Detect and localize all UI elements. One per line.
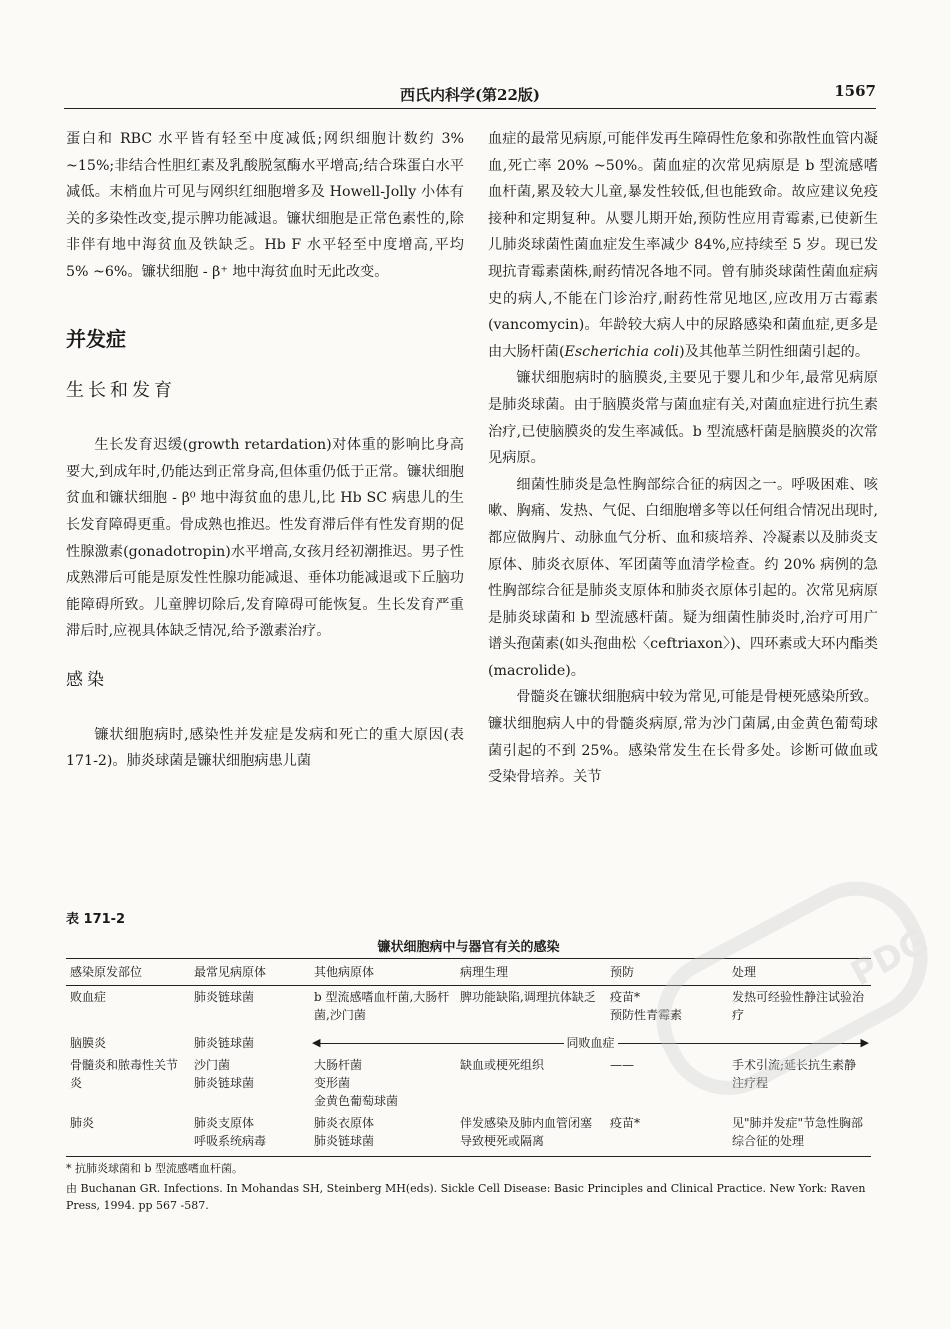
col-header: 最常见病原体: [190, 959, 310, 986]
bacteremia-text: 血症的最常见病原,可能伴发再生障碍性危象和弥散性血管内凝血,死亡率 20% ~50%。菌血症的次常见病原是 b 型流感嗜血杆菌,累及较大儿童,暴发性较低,但也能致命。故应建议免疫接种和定期复种。从婴儿期开始,预防性应用青霉素,已使新生儿肺炎球菌性菌血症发生率减少 84%,应持续至 5 岁。现已发现抗青霉素菌株,耐药情况各地不同。曾有肺炎球菌性菌血症病史的病人,不能在门诊治疗,耐药性常见地区,应改用万古霉素(vancomycin)。年龄较大病人中的尿路感染和菌血症,更多是由大肠杆菌(: [488, 131, 878, 360]
page-number: 1567: [834, 82, 876, 100]
paragraph-pneumonia: 细菌性肺炎是急性胸部综合征的病因之一。呼吸困难、咳嗽、胸痛、发热、气促、白细胞增多等以任何组合情况出现时,都应做胸片、动脉血气分析、血和痰培养、冷凝素以及肺炎支原体、肺炎衣原体、军团菌等血清学检查。约 20% 病例的急性胸部综合征是肺炎支原体和肺炎衣原体引起的。次常见病原是肺炎球菌和 b 型流感杆菌。疑为细菌性肺炎时,治疗可用广谱头孢菌素(如头孢曲松〈ceftriaxon〉)、四环素或大环内酯类(macrolide)。: [488, 476, 878, 679]
cell: [310, 1054, 456, 1112]
cell-line: 疫苗*: [610, 990, 641, 1004]
book-title: 西氏内科学(第22版): [399, 86, 541, 104]
heading-complications: 并发症: [66, 326, 126, 351]
cell: 伴发感染及肺内血管闭塞导致梗死或隔离: [456, 1112, 606, 1157]
cell-line: 肺炎链球菌: [194, 1076, 255, 1090]
cell-line: 沙门菌: [194, 1058, 231, 1072]
cell-line: 呼吸系统病毒: [194, 1134, 267, 1148]
paragraph-lab-findings: 蛋白和 RBC 水平皆有轻至中度减低;网织细胞计数约 3% ~15%;非结合性胆红素及乳酸脱氢酶水平增高;结合珠蛋白水平减低。末梢血片可见与网织红细胞增多及 Howell-Jolly 小体有关的多染性改变,提示脾功能减退。镰状细胞是正常色素性的,除非伴有地中海贫血及铁缺乏。Hb F 水平轻至中度增高,平均 5% ~6%。镰状细胞 - β⁺ 地中海贫血时无此改变。: [66, 131, 464, 280]
paragraph-meningitis: 镰状细胞病时的脑膜炎,主要见于婴儿和少年,最常见病原是肺炎球菌。由于脑膜炎常与菌血症有关,对菌血症进行抗生素治疗,已使脑膜炎的发生率减低。b 型流感杆菌是脑膜炎的次常见病原。: [488, 370, 878, 467]
col-header: 处理: [728, 959, 871, 986]
paragraph-osteomyelitis: 骨髓炎在镰状细胞病中较为常见,可能是骨梗死感染所致。镰状细胞病人中的骨髓炎病原,常为沙门菌属,由金黄色葡萄球菌引起的不到 25%。感染常发生在长骨多处。诊断可做血或受染骨培养。关节: [488, 689, 878, 786]
right-column: [488, 126, 878, 791]
col-header: 其他病原体: [310, 959, 456, 986]
cell-line: 金黄色葡萄球菌: [314, 1094, 399, 1108]
paragraph-infection: 镰状细胞病时,感染性并发症是发病和死亡的重大原因(表171-2)。肺炎球菌是镰状细胞病患儿菌: [66, 726, 464, 770]
col-header: 感染原发部位: [66, 959, 190, 986]
cell: 手术引流;延长抗生素静注疗程: [732, 1058, 857, 1090]
cell: [190, 1112, 310, 1157]
cell: 败血症: [70, 990, 107, 1004]
watermark-stamp: [640, 880, 940, 1110]
running-header: [64, 82, 876, 109]
cell-line: 预防性青霉素: [610, 1008, 683, 1022]
footnote-asterisk: * 抗肺炎球菌和 b 型流感嗜血杆菌。: [66, 1162, 244, 1175]
col-header: 预防: [606, 959, 728, 986]
cell: 发热可经验性静注试验治疗: [732, 990, 865, 1022]
stamp-text: PDG: [844, 921, 935, 995]
cell: 脑膜炎: [70, 1036, 107, 1050]
species-name: Escherichia coli: [564, 343, 680, 360]
span-label: 同败血症: [563, 1034, 617, 1052]
table-caption: 镰状细胞病中与器官有关的感染: [377, 940, 560, 955]
cell-line: 肺炎衣原体: [314, 1116, 375, 1130]
paragraph-bacteremia: [488, 126, 878, 365]
cell: [310, 1112, 456, 1157]
cell: ——: [610, 1058, 634, 1072]
cell: [190, 1054, 310, 1112]
cell: 疫苗*: [606, 1112, 728, 1157]
cell: 见"肺并发症"节急性胸部综合征的处理: [728, 1112, 871, 1157]
cell-line: 肺炎支原体: [194, 1116, 255, 1130]
heading-growth: 生长和发育: [66, 379, 176, 401]
paragraph-growth: 生长发育迟缓(growth retardation)对体重的影响比身高要大,到成年时,仍能达到正常身高,但体重仍低于正常。镰状细胞贫血和镰状细胞 - β⁰ 地中海贫血的患儿,比 Hb SC 病患儿的生长发育障碍更重。骨成熟也推迟。性发育滞后伴有性发育期的促性腺激素(gonadotropin)水平增高,女孩月经初潮推迟。男子性成熟滞后可能是原发性性腺功能减退、垂体功能减退或下丘脑功能障碍所致。儿童脾切除后,发育障碍可能恢复。生长发育严重滞后时,应视具体缺乏情况,给予激素治疗。: [66, 437, 464, 640]
arrow-right-icon: ▶: [860, 1036, 869, 1049]
arrow-left-icon: ◀: [312, 1036, 321, 1049]
table-row: [66, 1112, 871, 1157]
cell: 骨髓炎和脓毒性关节炎: [70, 1058, 179, 1090]
cell: 脾功能缺陷,调理抗体缺乏: [460, 990, 596, 1004]
cell-line: 大肠杆菌: [314, 1058, 363, 1072]
cell: 肺炎: [66, 1112, 190, 1157]
cell: 肺炎链球菌: [194, 1036, 255, 1050]
heading-infection: 感染: [66, 669, 108, 690]
cell: b 型流感嗜血杆菌,大肠杆菌,沙门菌: [314, 990, 450, 1022]
cell-line: 变形菌: [314, 1076, 351, 1090]
left-column: [66, 126, 464, 775]
cell-line: 肺炎链球菌: [314, 1134, 375, 1148]
table-label: 表 171-2: [66, 912, 126, 927]
cell: 缺血或梗死组织: [460, 1058, 545, 1072]
footnote-source: 由 Buchanan GR. Infections. In Mohandas SH, Steinberg MH(eds). Sickle Cell Disease: Basic Principles and Clinical Practice. New York: Raven Press, 1994. pp 567 -587.: [66, 1182, 866, 1212]
bacteremia-text-end: )及其他革兰阴性细菌引起的。: [679, 343, 870, 360]
col-header: 病理生理: [456, 959, 606, 986]
cell: 肺炎链球菌: [194, 990, 255, 1004]
